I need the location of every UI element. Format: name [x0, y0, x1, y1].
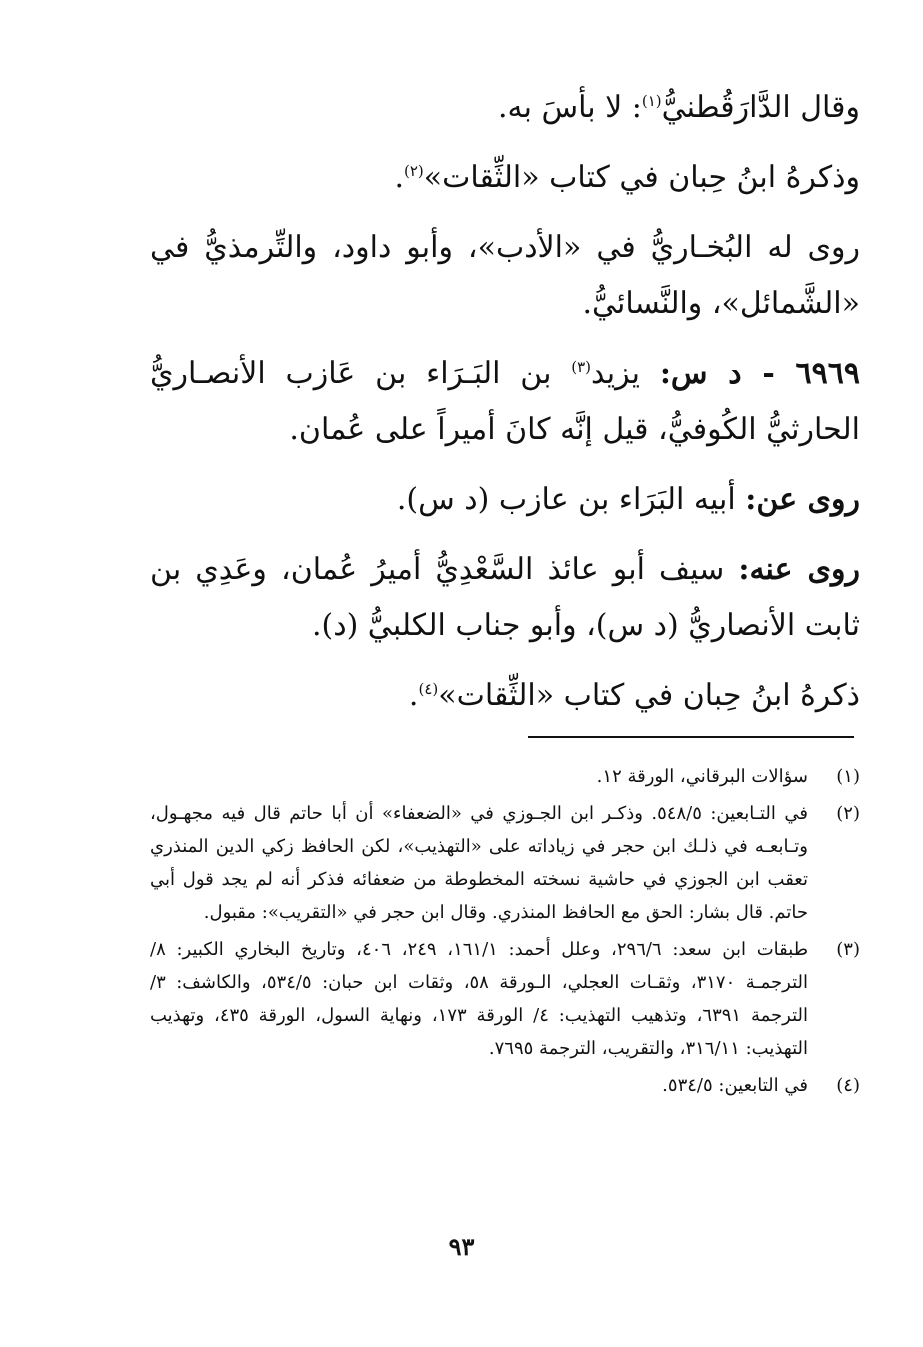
footnote-text: في التابعين: ٥٣٤/٥.	[662, 1075, 808, 1096]
footnote-ref-3: (٣)	[571, 358, 592, 376]
paragraph-rawa-an	[150, 472, 860, 528]
rawa-an-label: روى عن:	[745, 482, 860, 517]
entry-heading	[150, 346, 860, 458]
footnote-number: (٤)	[836, 1075, 860, 1096]
footnote-text: في التـابعين: ٥٤٨/٥. وذكـر ابن الجـوزي في «الضعفاء» أن أبا حاتم قال فيه مجهـول، وتـابعـه في ذلـك ابن حجر في زياداته على «التهذيب»، لكن الحافظ زكي الدين المنذري تعقب ابن الجوزي في حاشية نسخته المخطوطة من ضعفائه فذكر أنه لم يجد قول أبي حاتم. قال بشار: الحق مع الحافظ المنذري. وقال ابن حجر في «التقريب»: مقبول.	[150, 803, 808, 923]
footnote-ref-2: (٢)	[403, 162, 424, 180]
page-number: ٩٣	[448, 1232, 475, 1261]
paragraph-text: .	[408, 678, 419, 713]
footnote-number: (١)	[836, 766, 860, 787]
entry-number: ٦٩٦٩ - د س:	[659, 356, 860, 391]
footnote-separator	[528, 736, 854, 738]
main-text	[150, 80, 860, 738]
footnote-text: سؤالات البرقاني، الورقة ١٢.	[596, 766, 808, 787]
footnote-3	[150, 933, 860, 1065]
footnote-ref-1: (١)	[641, 92, 662, 110]
paragraph-text: روى له البُخـاريُّ في «الأدب»، وأبو داود، والتِّرمذيُّ في «الشَّمائل»، والنَّسائيُّ.	[150, 230, 860, 321]
footnote-1	[150, 760, 860, 793]
paragraph-text: .	[394, 160, 404, 195]
paragraph-daraqutni	[150, 80, 860, 136]
paragraph-text: وذكرهُ ابنُ حِبان في كتاب «الثِّقات»	[423, 160, 860, 195]
paragraph-thiqat	[150, 668, 860, 724]
paragraph-ibn-hibban	[150, 150, 860, 206]
footnote-ref-4: (٤)	[418, 680, 439, 698]
paragraph-text: وقال الدَّارَقُطنيُّ	[661, 90, 860, 125]
paragraph-text: ذكرهُ ابنُ حِبان في كتاب «الثِّقات»	[438, 678, 860, 713]
footnote-2	[150, 797, 860, 929]
paragraph-narrators	[150, 220, 860, 332]
paragraph-rawa-anhu	[150, 542, 860, 654]
footnote-number: (٢)	[836, 803, 860, 824]
footnotes	[150, 760, 860, 1106]
rawa-anhu-label: روى عنه:	[738, 552, 860, 587]
paragraph-text: : لا بأسَ به.	[497, 90, 642, 125]
footnote-text: طبقات ابن سعد: ٢٩٦/٦، وعلل أحمد: ١٦١/١، ٢٤٩، ٤٠٦، وتاريخ البخاري الكبير: ٨/ الترجمـة ٣١٧٠، وثقـات العجلي، الـورقة ٥٨، وثقات ابن حبان: ٥٣٤/٥، والكاشف: ٣/ الترجمة ٦٣٩١، وتذهيب التهذيب: ٤/ الورقة ١٧٣، ونهاية السول، الورقة ٤٣٥، وتهذيب التهذيب: ٣١٦/١١، والتقريب، الترجمة ٧٦٩٥.	[150, 939, 809, 1059]
entry-name: يزيد	[591, 356, 660, 391]
entry-description: بن البَـرَاء بن عَازب الأنصـاريُّ الحارثيُّ الكُوفيُّ، قيل إنَّه كانَ أميراً على عُمان.	[150, 356, 860, 447]
footnote-number: (٣)	[836, 939, 860, 960]
paragraph-text: أبيه البَرَاء بن عازب (د س).	[396, 482, 746, 517]
footnote-4	[150, 1069, 860, 1102]
paragraph-text: سيف أبو عائذ السَّعْدِيُّ أميرُ عُمان، وعَدِي بن ثابت الأنصاريُّ (د س)، وأبو جناب الكلبيُّ (د).	[150, 552, 860, 643]
